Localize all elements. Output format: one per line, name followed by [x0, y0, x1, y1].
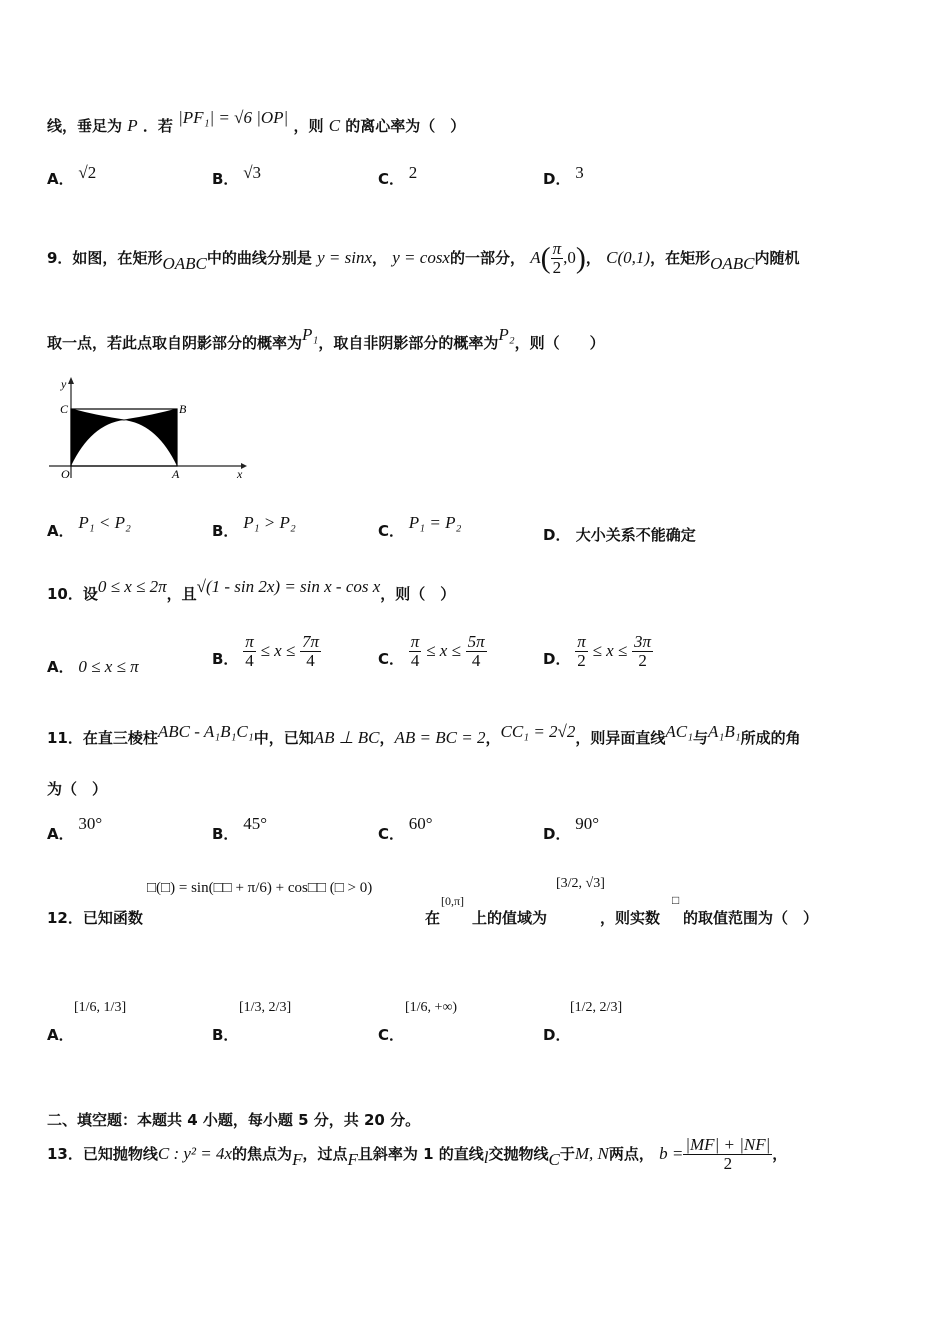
- q9-text: ，取自非阴影部分的概率为: [318, 334, 499, 352]
- option-mid: ≤ x ≤: [426, 641, 461, 660]
- y-axis-arrow: [68, 377, 74, 384]
- q11-option-d[interactable]: [543, 814, 600, 844]
- q11-option-b[interactable]: [212, 814, 268, 844]
- option-value: 0 ≤ x ≤ π: [78, 657, 139, 676]
- q9-text: ，在矩形: [650, 249, 711, 267]
- q9-text: 的一部分，: [449, 249, 525, 267]
- option-value: 60°: [408, 814, 433, 833]
- q13-text: 于: [559, 1145, 575, 1163]
- q8-text-3: ，则: [293, 117, 324, 135]
- q11-text: ，则异面直线: [575, 729, 666, 747]
- option-value: P₁ > P₂: [243, 513, 296, 532]
- option-label: A．: [47, 658, 74, 676]
- option-value: [1/2, 2/3]: [570, 1000, 623, 1015]
- b-label: B: [179, 402, 187, 416]
- q12-range-value: [3/2, √3]: [556, 876, 605, 891]
- option-value: 45°: [243, 814, 268, 833]
- q11-text: 与: [693, 729, 709, 747]
- q13-number: 13．已知抛物线: [47, 1145, 158, 1163]
- option-label: A．: [47, 170, 74, 188]
- option-label: C．: [378, 170, 405, 188]
- option-mid: ≤ x ≤: [592, 641, 628, 660]
- q10-option-c[interactable]: [378, 633, 487, 670]
- q11-stem-line2: 为（ ）: [47, 780, 108, 798]
- q13-text: 的焦点为: [232, 1145, 293, 1163]
- option-label: C．: [378, 650, 405, 668]
- option-label: A．: [47, 522, 74, 540]
- section-heading-fill-in: 二、填空题：本题共 4 小题，每小题 5 分，共 20 分。: [47, 1111, 421, 1129]
- option-value: [1/6, 1/3]: [74, 1000, 127, 1015]
- q9-text: 内随机: [754, 249, 800, 267]
- q13-text: 且斜率为 1 的直线: [357, 1145, 484, 1163]
- q13-focus: F: [292, 1150, 303, 1169]
- q10-option-a[interactable]: [47, 656, 139, 677]
- q12-text-real: ，则实数: [600, 909, 661, 927]
- option-upper: $\frac{3\pi}{2}$: [634, 632, 652, 670]
- option-value: [1/6, +∞): [405, 1000, 458, 1015]
- option-value: 90°: [575, 814, 600, 833]
- q11-stem-line1: [47, 722, 801, 748]
- q10-option-b[interactable]: [212, 633, 321, 670]
- option-label: C．: [378, 825, 405, 843]
- q10-number: 10．设: [47, 585, 98, 603]
- q9-point-a-name: A: [530, 248, 541, 267]
- option-value: √3: [243, 163, 262, 182]
- option-value: P₁ < P₂: [78, 513, 131, 532]
- q11-text: 所成的角: [740, 729, 801, 747]
- q9-p2: P₂: [498, 325, 515, 344]
- q8-stem: [47, 108, 466, 136]
- c-label: C: [60, 402, 69, 416]
- q12-text-on: 在: [425, 909, 441, 927]
- option-label: B．: [212, 1026, 239, 1044]
- q13-text: 两点，: [608, 1145, 654, 1163]
- q10-text: ，则（ ）: [380, 585, 456, 603]
- q10-equation: √(1 - sin 2x) = sin x - cos x: [196, 577, 381, 596]
- option-value: 大小关系不能确定: [575, 526, 696, 544]
- q9-text: 中的曲线分别是: [206, 249, 312, 267]
- q12-option-d[interactable]: [543, 1000, 622, 1045]
- q13-b-lhs: b =: [659, 1144, 684, 1163]
- q9-stem-line2: [47, 325, 605, 353]
- option-label: C．: [378, 522, 405, 540]
- q13-text: ，: [772, 1145, 788, 1163]
- option-label: B．: [212, 170, 239, 188]
- option-upper: $\frac{5\pi}{4}$: [467, 632, 485, 670]
- q11-sep: ，: [485, 729, 501, 747]
- q12-option-a[interactable]: [47, 1000, 126, 1045]
- option-value: P₁ = P₂: [408, 513, 462, 532]
- q13-curve-c: C: [548, 1150, 560, 1169]
- q9-rect-name-2: OABC: [710, 254, 755, 273]
- q13-parabola: C : y² = 4x: [157, 1144, 233, 1163]
- y-label: y: [61, 377, 67, 391]
- a-label: A: [172, 467, 180, 481]
- option-lower: $\frac{\pi}{4}$: [245, 632, 254, 670]
- q9-point-a-tail: ,0: [563, 248, 576, 267]
- option-label: D．: [543, 526, 571, 544]
- q13-text: 交抛物线: [488, 1145, 549, 1163]
- q11-cc1: CC₁ = 2√2: [500, 722, 576, 741]
- q8-point-p: P: [127, 116, 138, 135]
- option-label: D．: [543, 170, 571, 188]
- option-label: B．: [212, 825, 239, 843]
- q8-text-4: 的离心率为（ ）: [345, 117, 466, 135]
- q13-text: ，过点: [302, 1145, 348, 1163]
- q9-text: 取一点，若此点取自阴影部分的概率为: [47, 334, 303, 352]
- q8-option-b[interactable]: [212, 163, 262, 189]
- x-label: x: [237, 467, 243, 481]
- q8-condition: |PF₁| = √6 |OP|: [178, 108, 289, 127]
- o-label: O: [61, 467, 70, 481]
- q10-text: ，且: [166, 585, 197, 603]
- q11-prism: ABC - A₁B₁C₁: [157, 722, 254, 741]
- q12-option-c[interactable]: [378, 1000, 457, 1045]
- option-value: [1/3, 2/3]: [239, 1000, 292, 1015]
- q10-option-d[interactable]: [543, 633, 653, 670]
- q12-number: 12．已知函数: [47, 909, 143, 927]
- q13-b-fraction: $\frac{|MF| + |NF|}{2}$: [685, 1135, 771, 1173]
- q13-points: M, N: [574, 1144, 609, 1163]
- q9-option-a[interactable]: [47, 513, 131, 541]
- q9-p1: P₁: [302, 325, 319, 344]
- q9-cos-curve: y = cosx: [392, 248, 450, 267]
- q8-text-1: 线，垂足为: [47, 117, 123, 135]
- option-value: 2: [408, 163, 418, 182]
- q8-option-d[interactable]: [543, 163, 584, 189]
- q9-sep: ，: [372, 249, 388, 267]
- q9-text: ，则（ ）: [514, 334, 605, 352]
- q9-point-c: C(0,1): [606, 248, 651, 267]
- q13-line-l: l: [483, 1148, 489, 1167]
- q9-sin-curve: y = sinx: [317, 248, 372, 267]
- q8-curve-c: C: [328, 116, 341, 135]
- q12-function-formula: □(□) = sin(□□ + π/6) + cos□□ (□ > 0): [147, 880, 373, 896]
- option-label: D．: [543, 650, 571, 668]
- q11-lengths: AB = BC = 2: [394, 728, 486, 747]
- q11-option-a[interactable]: [47, 814, 103, 844]
- option-label: A．: [47, 825, 74, 843]
- q12-option-b[interactable]: [212, 1000, 291, 1045]
- q8-text-2: ．若: [142, 117, 173, 135]
- q9-number: 9．如图，在矩形: [47, 249, 163, 267]
- option-label: A．: [47, 1026, 74, 1044]
- q12-omega-box: □: [672, 893, 680, 907]
- q13-stem: [47, 1136, 787, 1173]
- q11-ac1: AC₁: [665, 722, 694, 741]
- q11-number: 11．在直三棱柱: [47, 729, 158, 747]
- option-label: B．: [212, 650, 239, 668]
- q11-option-c[interactable]: [378, 814, 433, 844]
- q10-stem: [47, 577, 456, 604]
- q9-option-c[interactable]: [378, 513, 462, 541]
- q9-figure: [45, 374, 250, 482]
- option-value: 3: [575, 163, 584, 182]
- option-lower: $\frac{\pi}{2}$: [577, 632, 586, 670]
- option-label: D．: [543, 825, 571, 843]
- option-lower: $\frac{\pi}{4}$: [410, 632, 420, 670]
- option-label: D．: [543, 1026, 571, 1044]
- option-label: C．: [378, 1026, 405, 1044]
- q11-a1b1: A₁B₁: [708, 722, 741, 741]
- q10-range: 0 ≤ x ≤ 2π: [97, 577, 167, 596]
- q12-text-tail: 的取值范围为（ ）: [683, 909, 819, 927]
- q11-sep: ，: [379, 729, 395, 747]
- option-mid: ≤ x ≤: [260, 641, 296, 660]
- q11-perp: AB ⊥ BC: [313, 728, 380, 747]
- q9-point-a-frac: $\frac{\pi}{2}$: [552, 239, 562, 277]
- q9-sep: ，: [585, 249, 601, 267]
- option-value: 30°: [78, 814, 103, 833]
- option-value: √2: [78, 163, 97, 182]
- q12-text-range: 上的值域为: [472, 909, 548, 927]
- q9-option-b[interactable]: [212, 513, 296, 541]
- q11-text: 中，已知: [253, 729, 314, 747]
- q8-option-a[interactable]: [47, 163, 97, 189]
- q9-rect-name: OABC: [162, 254, 207, 273]
- q8-option-c[interactable]: [378, 163, 418, 189]
- q9-stem-line1: 9．如图，在矩形OABC中的曲线分别是 y = sinx， y = cosx的一部分， A( $\frac{\pi}{2}$ ,0)， C(0,1)，在矩形OABC内随机: [47, 239, 800, 277]
- q13-focus-2: F: [347, 1150, 358, 1169]
- option-label: B．: [212, 522, 239, 540]
- q12-interval: [0,π]: [441, 894, 465, 908]
- q9-option-d[interactable]: [543, 524, 696, 545]
- option-upper: $\frac{7\pi}{4}$: [302, 632, 320, 670]
